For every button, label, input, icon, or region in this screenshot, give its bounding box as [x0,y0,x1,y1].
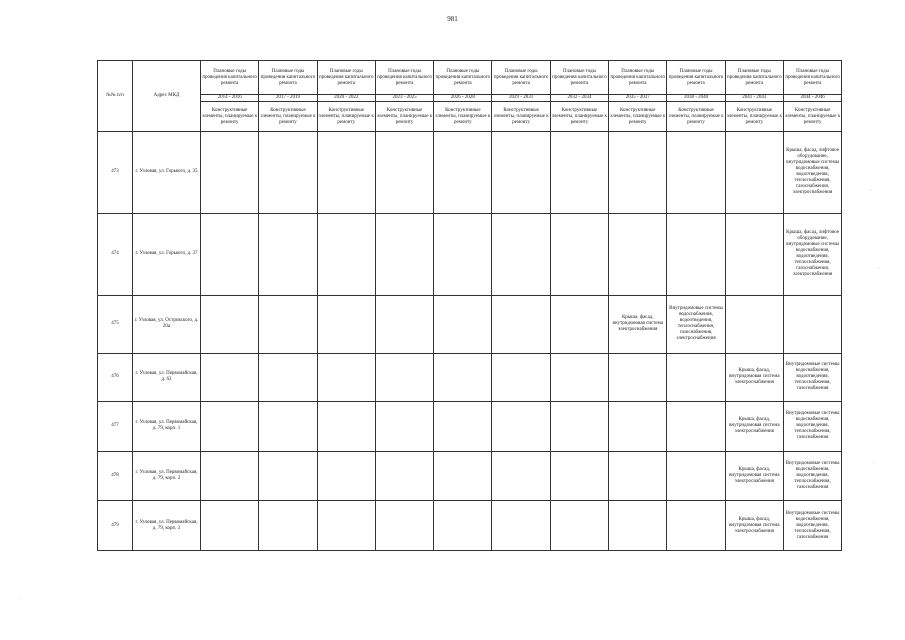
row-cell: Внутридомовые системы водоснабжения, водоотведения, теплоснабжения, газоснабжения [783,402,841,452]
row-cell: Внутридомовые системы водоснабжения, водоотведения, теплоснабжения, газоснабжения [783,451,841,501]
row-cell [667,501,725,551]
header-row-period-title [98,61,842,95]
header-elements: Конструктивные элементы, планируемые к ремонту [550,102,608,132]
header-period: 2023 - 2025 [375,95,433,102]
row-cell [725,213,783,295]
row-cell [201,501,259,551]
header-period-title: Плановые годы проведения капитального ремонта [201,61,259,95]
row-cell [492,501,550,551]
row-cell [609,501,667,551]
row-cell [550,402,608,452]
row-cell [492,213,550,295]
page-number: 981 [447,15,458,23]
table-row [98,295,842,353]
row-cell [259,451,317,501]
header-elements: Конструктивные элементы, планируемые к ремонту [783,102,841,132]
header-elements: Конструктивные элементы, планируемые к ремонту [201,102,259,132]
header-period-title: Плановые годы проведения капитального ремонта [725,61,783,95]
row-cell [375,402,433,452]
row-cell: Крыша, фасад, внутридомовая система электроснабжения [725,353,783,402]
row-cell [201,402,259,452]
row-cell [492,402,550,452]
row-cell [609,132,667,214]
row-address: г. Узловая, ул. Первомайская, д. 79, корп. 3 [133,501,201,551]
header-period: 2032 - 2034 [550,95,608,102]
header-period: 2026 - 2028 [434,95,492,102]
header-elements: Конструктивные элементы, планируемые к ремонту [609,102,667,132]
header-elements: Конструктивные элементы, планируемые к ремонту [434,102,492,132]
row-cell [609,353,667,402]
row-cell [667,451,725,501]
row-number: 474 [98,213,133,295]
row-cell: Внутридомовые системы водоснабжения, водоотведения, теплоснабжения, газоснабжения, электроснабжения [667,295,725,353]
row-cell: Крыша, фасад, внутридомовая система электроснабжения [725,451,783,501]
header-elements: Конструктивные элементы, планируемые к ремонту [259,102,317,132]
row-cell [609,213,667,295]
row-cell [550,451,608,501]
scan-speck: · [18,596,20,602]
header-num: №№ п/п [98,61,133,132]
header-elements: Конструктивные элементы, планируемые к ремонту [492,102,550,132]
row-cell [667,213,725,295]
header-period: 2035 - 2037 [609,95,667,102]
header-elements: Конструктивные элементы, планируемые к ремонту [317,102,375,132]
row-cell [550,501,608,551]
row-address: г. Узловая, ул. Горького, д. 37 [133,213,201,295]
row-number: 476 [98,353,133,402]
row-cell: Внутридомовые системы водоснабжения, водоотведения, теплоснабжения, газоснабжения [783,353,841,402]
row-address: г. Узловая, ул. Горького, д. 35 [133,132,201,214]
row-cell [201,213,259,295]
header-elements: Конструктивные элементы, планируемые к ремонту [725,102,783,132]
row-cell [317,451,375,501]
row-cell [434,132,492,214]
row-cell [609,402,667,452]
row-cell [259,402,317,452]
row-cell [434,353,492,402]
row-cell: Крыша, фасад, лифтовое оборудование, внутридомовые системы водоснабжения, водоотведения, теплоснабжения, газоснабжения, электроснабжения [783,132,841,214]
row-cell [492,132,550,214]
table-row [98,353,842,402]
row-address: г. Узловая, ул. Первомайская, д. 79, корп. 2 [133,451,201,501]
row-cell [259,353,317,402]
row-cell [317,213,375,295]
row-number: 478 [98,451,133,501]
header-period-title: Плановые годы проведения капитального ремонта [550,61,608,95]
row-cell [259,213,317,295]
row-cell [434,402,492,452]
row-cell [492,353,550,402]
row-cell [259,132,317,214]
header-period: 2038 - 2040 [667,95,725,102]
header-period-title: Плановые годы проведения капитального ремонта [317,61,375,95]
row-cell [492,451,550,501]
row-cell: Внутридомовые системы водоснабжения, водоотведения, теплоснабжения, газоснабжения [783,501,841,551]
row-cell [434,295,492,353]
row-cell [317,402,375,452]
row-cell [259,501,317,551]
row-cell: Крыша, фасад, лифтовое оборудование, внутридомовые системы водоснабжения, водоотведения, теплоснабжения, газоснабжения, электроснабжения [783,213,841,295]
row-cell [317,353,375,402]
header-period-title: Плановые годы проведения капитального ремонта [375,61,433,95]
header-period-title: Плановые годы проведения капитального ремонта [259,61,317,95]
row-cell [667,132,725,214]
header-elements: Конструктивные элементы, планируемые к ремонту [667,102,725,132]
header-period-title: Плановые годы проведения капитального ремонта [434,61,492,95]
row-cell [434,213,492,295]
row-cell [492,295,550,353]
row-cell [434,451,492,501]
header-address: Адрес МКД [133,61,201,132]
row-number: 479 [98,501,133,551]
row-cell [317,501,375,551]
row-cell [550,295,608,353]
row-cell [725,132,783,214]
header-period: 2029 - 2031 [492,95,550,102]
scan-speck: · [878,266,880,272]
scan-speck: · [870,188,872,194]
header-period: 2014 - 2016 [201,95,259,102]
row-cell [375,353,433,402]
row-address: г. Узловая, ул. Первомайская, д. 79, корп. 1 [133,402,201,452]
header-period: 2020 - 2022 [317,95,375,102]
row-cell [375,295,433,353]
capital-repair-table [97,60,842,551]
row-cell: Крыша, фасад, внутридомовая система электроснабжения [609,295,667,353]
row-number: 473 [98,132,133,214]
table-row [98,402,842,452]
row-cell [201,132,259,214]
row-cell: Крыша, фасад, внутридомовая система электроснабжения [725,501,783,551]
row-cell [201,295,259,353]
header-period: 2041 - 2043 [725,95,783,102]
table-row [98,501,842,551]
row-cell [201,353,259,402]
table-row [98,132,842,214]
row-cell [434,501,492,551]
header-period-title: Плановые годы проведения капитального ремонта [667,61,725,95]
header-row-elements [98,102,842,132]
row-number: 475 [98,295,133,353]
row-cell [259,295,317,353]
scan-speck: · [873,460,875,466]
row-cell [725,295,783,353]
header-period: 2017 - 2019 [259,95,317,102]
header-row-periods [98,95,842,102]
row-cell [317,132,375,214]
row-cell [667,353,725,402]
header-period: 2044 - 2046 [783,95,841,102]
row-cell [201,451,259,501]
row-cell [550,132,608,214]
row-number: 477 [98,402,133,452]
row-cell [783,295,841,353]
row-cell: Крыша, фасад, внутридомовая система электроснабжения [725,402,783,452]
header-period-title: Плановые годы проведения капитального ремонта [492,61,550,95]
header-elements: Конструктивные элементы, планируемые к ремонту [375,102,433,132]
row-address: г. Узловая, ул. Островского, д. 20а [133,295,201,353]
row-address: г. Узловая, ул. Первомайская, д. 62 [133,353,201,402]
row-cell [375,132,433,214]
row-cell [375,451,433,501]
row-cell [609,451,667,501]
row-cell [550,353,608,402]
row-cell [550,213,608,295]
header-period-title: Плановые годы проведения капитального ремонта [609,61,667,95]
table-row [98,451,842,501]
header-period-title: Плановые годы проведения капитального ремонта [783,61,841,95]
row-cell [375,213,433,295]
row-cell [667,402,725,452]
row-cell [375,501,433,551]
table-row [98,213,842,295]
row-cell [317,295,375,353]
